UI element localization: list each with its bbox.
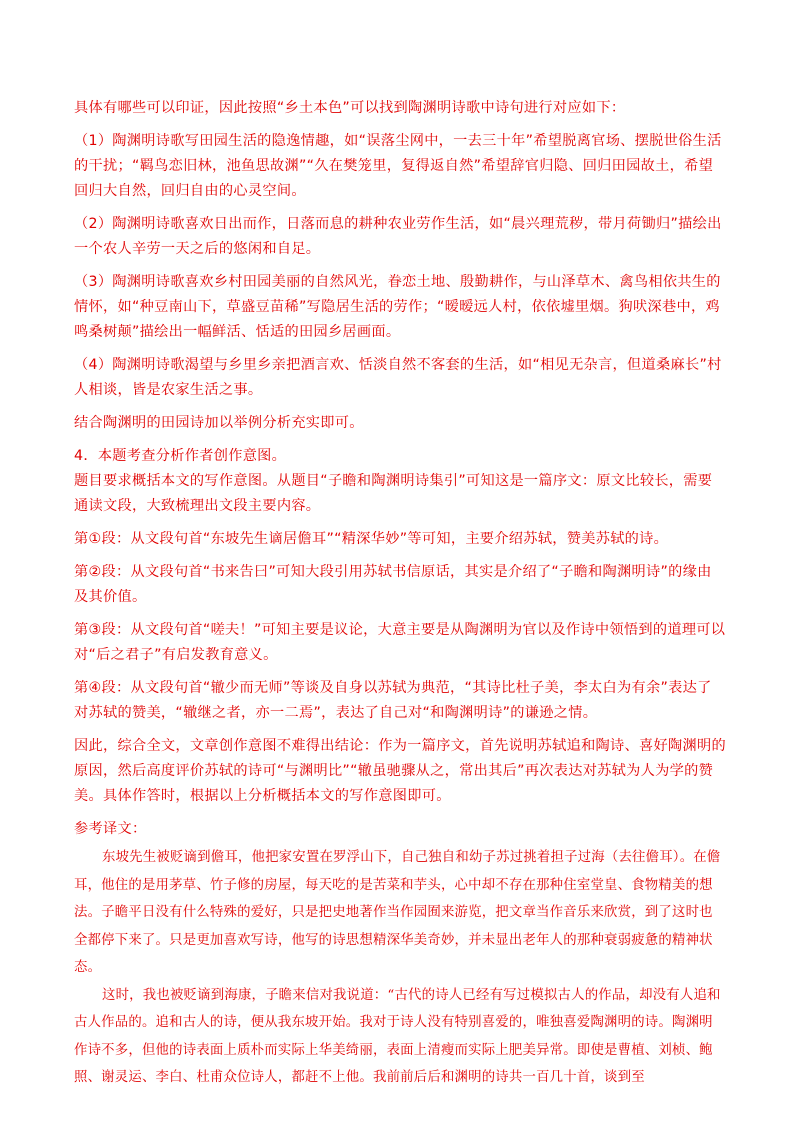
reference-translation-title: 参考译文： xyxy=(74,821,147,837)
document-body xyxy=(74,96,726,1092)
translation-paragraph-2: 这时，我也被贬谪到海康，子瞻来信对我说道：“古代的诗人已经有写过模拟古人的作品，却没有人追和古人作品的。追和古人的诗，便从我东坡开始。我对于诗人没有特别喜爱的，唯独喜爱陶渊明的诗。陶渊明作诗不多，但他的诗表面上质朴而实际上华美绮丽，表面上清瘦而实际上肥美异常。即使是曹植、刘桢、鲍照、谢灵运、李白、杜甫众位诗人，都赶不上他。我前前后后和渊明的诗共一百几十首，谈到至 xyxy=(74,987,721,1085)
paragraph-analysis-3: 第③段：从文段句首“嗟夫！”可知主要是议论，大意主要是从陶渊明为官以及作诗中领悟到的道理可以对“后之君子”有启发教育意义。 xyxy=(74,622,726,663)
question-4-heading: 4．本题考查分析作者创作意图。 xyxy=(74,448,287,464)
point-3: （3）陶渊明诗歌喜欢乡村田园美丽的自然风光，眷恋土地、殷勤耕作，与山泽草木、禽鸟相依共生的情怀，如“种豆南山下，草盛豆苗稀”写隐居生活的劳作；“暧暧远人村，依依墟里烟。狗吠深巷中，鸡鸣桑树颠”描绘出一幅鲜活、恬适的田园乡居画面。 xyxy=(74,274,721,340)
conclusion-text: 因此，综合全文，文章创作意图不难得出结论：作为一篇序文，首先说明苏轼追和陶诗、喜好陶渊明的原因，然后高度评价苏轼的诗可“与渊明比”“辙虽驰骤从之，常出其后”再次表达对苏轼为人为学的赞美。具体作答时，根据以上分析概括本文的写作意图即可。 xyxy=(74,738,726,804)
paragraph-analysis-1: 第①段：从文段句首“东坡先生谪居儋耳”“精深华妙”等可知，主要介绍苏轼，赞美苏轼的诗。 xyxy=(74,531,669,547)
paragraph-analysis-4: 第④段：从文段句首“辙少而无师”等谈及自身以苏轼为典范，“其诗比杜子美，李太白为有余”表达了对苏轼的赞美，“辙继之者，亦一二焉”，表达了自己对“和陶渊明诗”的谦逊之情。 xyxy=(74,680,712,721)
question-4-intro: 题目要求概括本文的写作意图。从题目“子瞻和陶渊明诗集引”可知这是一篇序文：原文比较长，需要通读文段，大致梳理出文段主要内容。 xyxy=(74,473,713,514)
point-1: （1）陶渊明诗歌写田园生活的隐逸情趣，如“误落尘网中，一去三十年”希望脱离官场、摆脱世俗生活的干扰；“羁鸟恋旧林，池鱼思故渊”“久在樊笼里，复得返自然”希望辞官归隐、回归田园故土，希望回归大自然，回归自由的心灵空间。 xyxy=(74,133,722,199)
summary-text: 结合陶渊明的田园诗加以举例分析充实即可。 xyxy=(74,415,364,431)
point-2: （2）陶渊明诗歌喜欢日出而作，日落而息的耕种农业劳作生活，如“晨兴理荒秽，带月荷锄归”描绘出一个农人辛劳一天之后的悠闲和自足。 xyxy=(74,216,722,257)
reference-translation xyxy=(74,844,726,1092)
paragraph-analysis-2: 第②段：从文段句首“书来告曰”可知大段引用苏轼书信原话，其实是介绍了“子瞻和陶渊明诗”的缘由及其价值。 xyxy=(74,564,712,605)
intro-text: 具体有哪些可以印证，因此按照“乡土本色”可以找到陶渊明诗歌中诗句进行对应如下： xyxy=(74,100,626,116)
translation-paragraph-1: 东坡先生被贬谪到儋耳，他把家安置在罗浮山下，自己独自和幼子苏过挑着担子过海（去往儋耳）。在儋耳，他住的是用茅草、竹子修的房屋，每天吃的是苦菜和芋头，心中却不存在那种住室堂皇、食物精美的想法。子瞻平日没有什么特殊的爱好，只是把史地著作当作园囿来游览，把文章当作音乐来欣赏，到了这时也全都停下来了。只是更加喜欢写诗，他写的诗思想精深华美奇妙，并未显出老年人的那种衰弱疲惫的精神状态。 xyxy=(74,850,721,975)
point-4: （4）陶渊明诗歌渴望与乡里乡亲把酒言欢、恬淡自然不客套的生活，如“相见无杂言，但道桑麻长”村人相谈，皆是农家生活之事。 xyxy=(74,357,722,398)
